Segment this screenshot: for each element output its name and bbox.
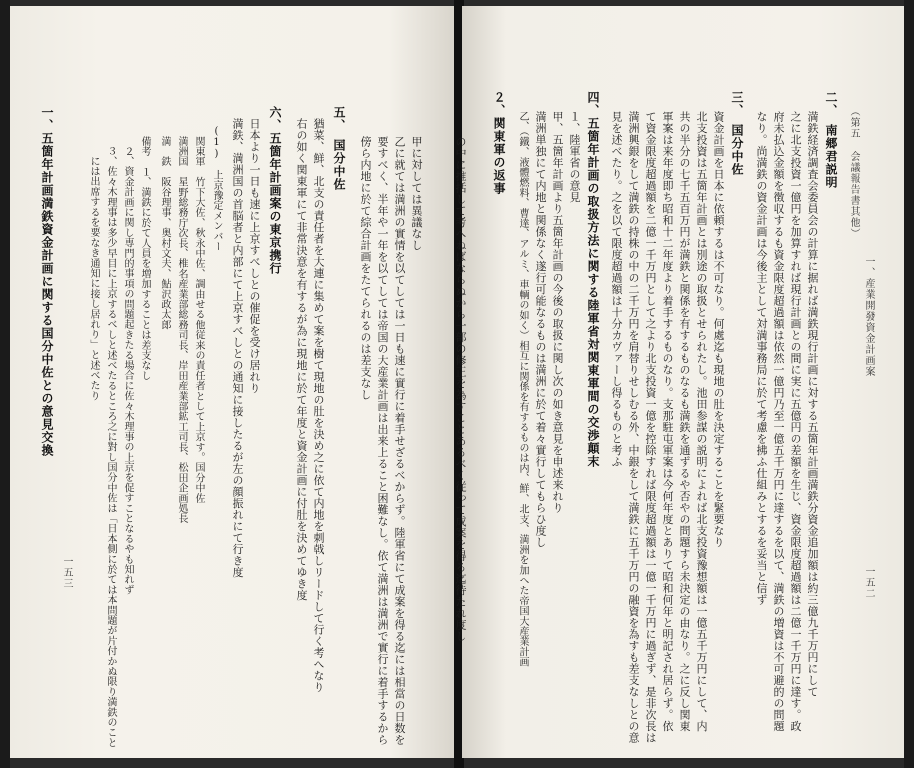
left-line-7: 右の如く関東軍にて非常決意を有するが為に現地に於て年度と資金計画に付肚を決めてゆき度 <box>295 118 308 601</box>
right-line-9: 共の半分の七千五百万円が満鉄と関係を有するものなるも満鉄を通ずるや否やの問題すら未決定の由なり。之に反し関東 <box>678 111 691 732</box>
left-line-2: 乙に就ては満洲の實情を以てしては一日も速に實行に着手せざるべからず。陸軍省にて成案を得る迄には相當の日数を <box>393 136 406 746</box>
right-line-8: 北支投資は五箇年計画とは別途の取扱とせられたし。池田参謀の説明によれば北支投資豫想額は一億五千万円にして、内 <box>695 111 708 732</box>
right-line-17: 満洲単独にて内地と関係なく遂行可能なるものは満洲に於て着々實行してもらひ度し <box>534 111 547 548</box>
right-line-15: １、陸軍省の意見 <box>568 111 581 203</box>
left-page <box>10 6 456 758</box>
right-page-number: 一五二 <box>863 566 874 599</box>
right-heading-5: ２、関東軍の返事 <box>492 91 506 195</box>
left-line-11: (1) 上京豫定メンバー <box>211 126 222 252</box>
left-page-number: 一五三 <box>61 556 72 589</box>
right-line-5: なり。尚満鉄の資金計画は今後主として対満事務局に於て考慮を拂ふ仕組みとするを妥当と信ず <box>755 111 768 606</box>
right-line-11: て資金限度超過額を二億一千万円として之より北支投資一億を控除すれば限度超過額は一億一千万円に過ぎず、是非次長は <box>644 111 657 744</box>
right-line-3: 之に北支投資一億円を加算すれば現行計画との間に実に五億円の差額を生じ、資金限度超過額は二億一千万円に達す。政 <box>789 111 802 732</box>
right-sub-header: （第五 会議報告書其他） <box>848 106 859 239</box>
right-line-13: 見を述べたり。之を以て限度超過額は十分カヴァーし得るものと考ふ <box>610 111 623 468</box>
left-line-12: 関東軍 竹下大佐、秋永中佐、調由せる他従来の責任者として上京す。国分中佐 <box>193 136 204 504</box>
book-edge-right <box>904 0 914 768</box>
left-line-13: 満洲国 星野総務庁次長、椎名産業部総務司長、岸田産業部鉱工司長、松田企画処長 <box>176 136 187 524</box>
right-heading-2: 二、 南郷君説明 <box>824 91 838 189</box>
left-line-16: ２、資金計画に関し専門的事項の問題起きたる場合に佐々木理事の上京を促すことなるやも知れず <box>122 146 133 595</box>
left-heading-6: 六、五箇年計画案の東京携行 <box>268 106 282 275</box>
right-line-18: 乙、（鐵、液體燃料、曹達、アルミ、車輌の如く）相互に関係を有するものは内、鮮、北支、満洲を加へた帝国大産業計画 <box>517 111 528 667</box>
right-running-header: 一、産業開發資金計画案 <box>863 256 874 377</box>
right-heading-4: 四、五箇年計画の取扱方法に関する陸軍省対関東軍間の交渉顛末 <box>586 91 600 468</box>
left-line-6: 猶菜、鮮、北支の責任者を大連に集めて案を樹て現地の肚を決め之に依て内地を刺戟しリードして行く考へなり <box>312 118 325 693</box>
left-heading-footer: 一、五箇年計画満鉄資金計画に関する国分中佐との意見交換 <box>40 106 54 457</box>
right-line-4: 府未払込金額を徴収するも資金限度超過額は依然一億円乃至一億五千万円に達するを以て、満鉄の増資は不可避的の問題 <box>772 111 785 732</box>
left-line-4: 傍ら内地に於て綜合計画をたてられるのは差支なし <box>359 136 372 401</box>
right-line-7: 資金計画を日本に依頼するは不可なり。何處迄も現地の肚を決定することを緊要なり <box>712 111 725 548</box>
left-line-1: 甲に対しては異議なし <box>410 136 423 251</box>
right-page <box>454 6 904 758</box>
left-line-10: 満鉄、満洲国の首脳者と内部にて上京すべしとの通知に接したるが左の顔振れにて行き度 <box>231 118 244 578</box>
left-line-17: ３、佐々木理事は多少早目に上京するべしと述べたるところ之に對し国分中佐は「日本側に於ては本問題が片付かぬ限り満鉄のこと <box>105 146 116 748</box>
left-line-15: 備考 １、満鉄に於て人員を増加することは差支なし <box>139 136 150 381</box>
right-line-12: 満洲興銀をして満鉄の持株の中の二千万円を肩替りせしむる外、中銀をして満鉄に五千万円の融資を為すも差支なしとの意 <box>627 111 640 744</box>
left-heading-5: 五、 国分中佐 <box>332 106 346 191</box>
left-line-3: 要すべく、半年や一年を以てしては帝国の大産業計画は出来上ること困難なし。依て満洲は満洲で實行に着手するから <box>376 136 389 746</box>
right-line-16: 甲、五箇年計画より五箇年計画の今後の取扱に関し次の如き意見を申述来れり <box>551 111 564 514</box>
right-line-2: 満鉄経済調査会委員会の計算に据れば満鉄現行計画に対する五箇年計画満鉄分資金追加額は約三億九千万円にして <box>806 111 819 698</box>
right-line-10: 軍案は来年度即ち昭和十二年度より着手するものなり。支那駐屯軍案は今何年度とありて昭和何年と明記され居らず。依 <box>661 111 674 732</box>
book-edge-left <box>0 0 10 768</box>
left-line-9: 日本より一日も速に上京すべしとの催促を受け居れり <box>248 118 261 394</box>
left-line-14: 満 鉄 阪谷理事、奥村文夫、鮎沢政太郎 <box>159 136 170 330</box>
right-heading-3: 三、 国分中佐 <box>730 91 744 176</box>
left-line-18: には出席するを要なき通知に接し居れり」と述べたり <box>88 156 99 401</box>
right-line-19: の中に推括して考へねばならぬから一部の修正を為すことあるべく従って成案を得る迄待たれ度し <box>454 136 467 642</box>
